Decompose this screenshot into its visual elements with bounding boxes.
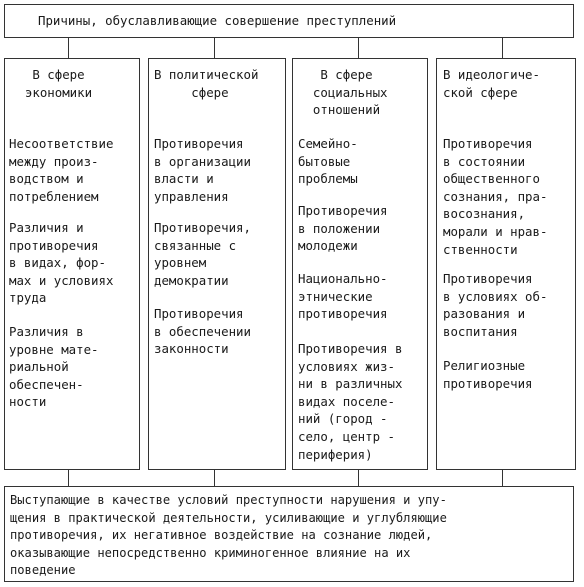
column-ideology-item-3: Религиозные противоречия [443,358,533,391]
connector-col-2 [214,38,215,58]
column-social-item-3: Национально- этнические противоречия [298,271,388,322]
column-social-title: В сфере социальных отношений [312,67,388,118]
column-politics-title: В политической сфере [154,67,259,100]
footer-text: Выступающие в качестве условий преступности нарушения и упу- щения в практической деятельности, усиливающие и углубляющие противоречия, их негативное воздействие на сознание людей, оказывающие непосредственно криминогенное влияние на их поведение [10,493,447,578]
connector-footer-4 [502,470,503,486]
connector-col-3 [358,38,359,58]
column-social-item-4: Противоречия в условиях жиз- ни в различных видах поселе- ний (город - село, центр - периферия) [298,341,403,462]
column-economy-item-3: Различия в уровне матe- риальной обеспечен- ности [9,324,99,410]
column-social-item-1: Семейно- бытовые проблемы [298,136,358,187]
column-ideology-title: В идеологиче- ской сфере [443,67,540,100]
column-economy-item-2: Различия и противоречия в видах, фор- мах и условиях труда [9,220,114,306]
column-social-item-2: Противоречия в положении молодежи [298,203,388,254]
column-economy-title: В сфере экономики [24,67,93,100]
column-politics-item-3: Противоречия в обеспечении законности [154,306,251,357]
connector-col-1 [68,38,69,58]
connector-footer-1 [68,470,69,486]
column-politics-item-1: Противоречия в организации власти и управления [154,136,251,204]
header-title: Причины, обуславливающие совершение преступлений [38,13,397,28]
column-economy-item-1: Несоответствие между произ- водством и потреблением [9,136,114,204]
column-ideology-item-1: Противоречия в состоянии общественного сознания, пра- восознания, морали и нрав- ственности [443,136,548,257]
connector-col-4 [502,38,503,58]
column-politics-item-2: Противоречия, связанные с уровнем демократии [154,220,251,288]
connector-footer-2 [214,470,215,486]
connector-footer-3 [358,470,359,486]
column-ideology [436,58,576,470]
column-ideology-item-2: Противоречия в условиях об- разования и воспитания [443,271,548,339]
